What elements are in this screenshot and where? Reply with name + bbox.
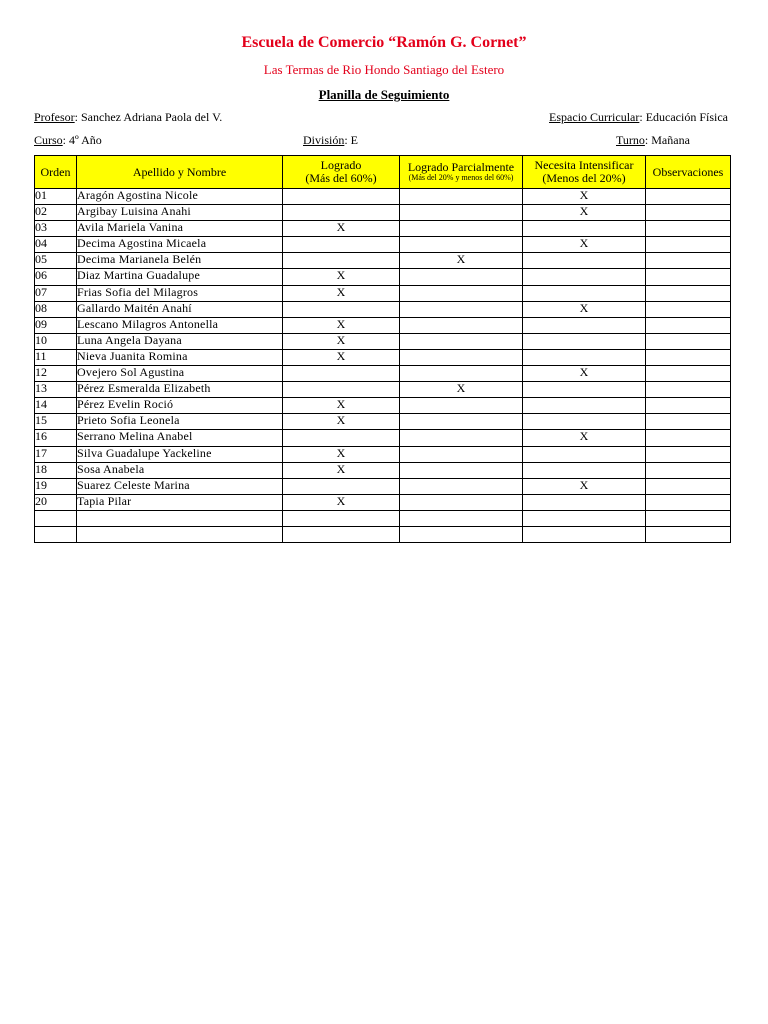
observaciones-cell [646,382,731,398]
logrado-parcialmente-cell [400,301,523,317]
division-label: División [303,133,345,147]
orden-cell: 13 [35,382,77,398]
observaciones-cell [646,205,731,221]
header-logrado-sub: (Más del 60%) [305,171,377,185]
necesita-intensificar-cell [523,446,646,462]
table-row [35,382,731,398]
table-row [35,366,731,382]
nombre-cell: Pérez Esmeralda Elizabeth [77,382,283,398]
logrado-parcialmente-cell [400,366,523,382]
school-name: Escuela de Comercio “Ramón G. Cornet” [241,34,527,51]
logrado-cell: X [283,462,400,478]
nombre-cell: Tapia Pilar [77,494,283,510]
orden-cell: 17 [35,446,77,462]
logrado-cell: X [283,285,400,301]
observaciones-cell [646,285,731,301]
nombre-cell: Ovejero Sol Agustina [77,366,283,382]
observaciones-cell [646,494,731,510]
observaciones-cell [646,301,731,317]
nombre-cell: Decima Agostina Micaela [77,237,283,253]
seguimiento-table [34,155,731,543]
logrado-parcialmente-cell: X [400,382,523,398]
necesita-intensificar-cell [523,333,646,349]
observaciones-cell [646,462,731,478]
table-row [35,510,731,526]
necesita-intensificar-cell [523,382,646,398]
necesita-intensificar-cell: X [523,189,646,205]
nombre-cell: Argibay Luisina Anahi [77,205,283,221]
logrado-parcialmente-cell [400,269,523,285]
header-logrado-title: Logrado [320,158,362,173]
curso-label: Curso [34,133,63,147]
orden-cell: 16 [35,430,77,446]
necesita-intensificar-cell [523,253,646,269]
header-necesita-intensificar [523,156,646,189]
table-row [35,253,731,269]
logrado-parcialmente-cell [400,462,523,478]
nombre-cell: Nieva Juanita Romina [77,349,283,365]
orden-cell: 19 [35,478,77,494]
logrado-cell: X [283,269,400,285]
logrado-cell [283,205,400,221]
necesita-intensificar-cell [523,349,646,365]
nombre-cell: Serrano Melina Anabel [77,430,283,446]
logrado-cell: X [283,398,400,414]
observaciones-cell [646,446,731,462]
logrado-cell [283,301,400,317]
logrado-cell [283,366,400,382]
logrado-cell [283,382,400,398]
table-row [35,285,731,301]
observaciones-cell [646,221,731,237]
necesita-intensificar-cell: X [523,205,646,221]
orden-cell: 10 [35,333,77,349]
table-row [35,494,731,510]
nombre-cell: Decima Marianela Belén [77,253,283,269]
orden-cell: 03 [35,221,77,237]
observaciones-cell [646,478,731,494]
orden-cell: 12 [35,366,77,382]
nombre-cell: Aragón Agostina Nicole [77,189,283,205]
logrado-parcialmente-cell [400,526,523,542]
logrado-parcialmente-cell [400,317,523,333]
observaciones-cell [646,398,731,414]
table-header-row [35,156,731,189]
logrado-cell: X [283,494,400,510]
logrado-cell [283,253,400,269]
table-row [35,269,731,285]
observaciones-cell [646,237,731,253]
orden-cell: 15 [35,414,77,430]
nombre-cell [77,510,283,526]
observaciones-cell [646,269,731,285]
header-intensificar-title: Necesita Intensificar [534,158,634,173]
logrado-parcialmente-cell [400,430,523,446]
table-row [35,189,731,205]
logrado-parcialmente-cell [400,285,523,301]
observaciones-cell [646,510,731,526]
espacio-curricular-value: : Educación Física [639,110,728,124]
necesita-intensificar-cell [523,317,646,333]
curso-value: : 4º Año [62,133,102,147]
turno-value: : Mañana [644,133,690,147]
turno-label: Turno [616,133,645,147]
necesita-intensificar-cell: X [523,366,646,382]
orden-cell: 20 [35,494,77,510]
espacio-curricular-info [549,110,728,125]
nombre-cell: Diaz Martina Guadalupe [77,269,283,285]
logrado-parcialmente-cell [400,398,523,414]
orden-cell: 11 [35,349,77,365]
orden-cell: 04 [35,237,77,253]
curso-info [34,133,102,148]
observaciones-cell [646,189,731,205]
necesita-intensificar-cell: X [523,478,646,494]
table-row [35,301,731,317]
orden-cell: 09 [35,317,77,333]
header-apellido-nombre: Apellido y Nombre [77,156,283,189]
logrado-parcialmente-cell [400,349,523,365]
nombre-cell: Silva Guadalupe Yackeline [77,446,283,462]
necesita-intensificar-cell [523,221,646,237]
necesita-intensificar-cell [523,462,646,478]
logrado-parcialmente-cell [400,510,523,526]
observaciones-cell [646,366,731,382]
necesita-intensificar-cell [523,510,646,526]
logrado-parcialmente-cell [400,205,523,221]
header-orden: Orden [35,156,77,189]
logrado-cell: X [283,317,400,333]
logrado-cell: X [283,446,400,462]
header-parcial-title: Logrado Parcialmente [407,160,515,175]
nombre-cell: Suarez Celeste Marina [77,478,283,494]
nombre-cell: Sosa Anabela [77,462,283,478]
table-row [35,414,731,430]
logrado-cell: X [283,221,400,237]
logrado-parcialmente-cell [400,446,523,462]
nombre-cell: Luna Angela Dayana [77,333,283,349]
table-row [35,430,731,446]
logrado-parcialmente-cell: X [400,253,523,269]
table-row [35,526,731,542]
orden-cell: 02 [35,205,77,221]
table-row [35,446,731,462]
nombre-cell: Prieto Sofia Leonela [77,414,283,430]
logrado-cell [283,526,400,542]
profesor-label: Profesor [34,110,75,124]
logrado-cell: X [283,349,400,365]
necesita-intensificar-cell [523,494,646,510]
orden-cell: 05 [35,253,77,269]
table-row [35,462,731,478]
observaciones-cell [646,414,731,430]
table-row [35,478,731,494]
profesor-value: : Sanchez Adriana Paola del V. [74,110,223,124]
orden-cell: 06 [35,269,77,285]
observaciones-cell [646,253,731,269]
necesita-intensificar-cell [523,285,646,301]
nombre-cell [77,526,283,542]
logrado-cell [283,189,400,205]
nombre-cell: Pérez Evelin Roció [77,398,283,414]
logrado-parcialmente-cell [400,221,523,237]
necesita-intensificar-cell [523,526,646,542]
division-info [303,133,358,148]
table-row [35,333,731,349]
logrado-parcialmente-cell [400,189,523,205]
logrado-cell [283,478,400,494]
logrado-parcialmente-cell [400,237,523,253]
observaciones-cell [646,317,731,333]
table-row [35,349,731,365]
logrado-parcialmente-cell [400,414,523,430]
orden-cell: 14 [35,398,77,414]
header-logrado-parcialmente [400,156,523,189]
necesita-intensificar-cell [523,414,646,430]
nombre-cell: Lescano Milagros Antonella [77,317,283,333]
document-title: Planilla de Seguimiento [318,87,450,102]
logrado-parcialmente-cell [400,494,523,510]
orden-cell: 18 [35,462,77,478]
orden-cell: 01 [35,189,77,205]
turno-info [616,133,690,148]
header-logrado [283,156,400,189]
table-row [35,205,731,221]
profesor-info [34,110,222,125]
orden-cell [35,510,77,526]
logrado-cell: X [283,414,400,430]
observaciones-cell [646,333,731,349]
nombre-cell: Avila Mariela Vanina [77,221,283,237]
logrado-cell [283,237,400,253]
logrado-parcialmente-cell [400,333,523,349]
header-parcial-sub: (Más del 20% y menos del 60%) [408,172,514,182]
orden-cell [35,526,77,542]
table-row [35,221,731,237]
table-row [35,237,731,253]
nombre-cell: Frias Sofia del Milagros [77,285,283,301]
logrado-cell [283,430,400,446]
orden-cell: 08 [35,301,77,317]
observaciones-cell [646,430,731,446]
nombre-cell: Gallardo Maitén Anahí [77,301,283,317]
necesita-intensificar-cell [523,398,646,414]
school-location: Las Termas de Rio Hondo Santiago del Estero [263,62,505,77]
logrado-cell [283,510,400,526]
header-intensificar-sub: (Menos del 20%) [542,171,626,185]
table-row [35,398,731,414]
logrado-parcialmente-cell [400,478,523,494]
orden-cell: 07 [35,285,77,301]
necesita-intensificar-cell [523,269,646,285]
espacio-curricular-label: Espacio Curricular [549,110,640,124]
necesita-intensificar-cell: X [523,430,646,446]
logrado-cell: X [283,333,400,349]
division-value: : E [344,133,359,147]
necesita-intensificar-cell: X [523,237,646,253]
header-observaciones: Observaciones [646,156,731,189]
observaciones-cell [646,349,731,365]
necesita-intensificar-cell: X [523,301,646,317]
table-row [35,317,731,333]
observaciones-cell [646,526,731,542]
